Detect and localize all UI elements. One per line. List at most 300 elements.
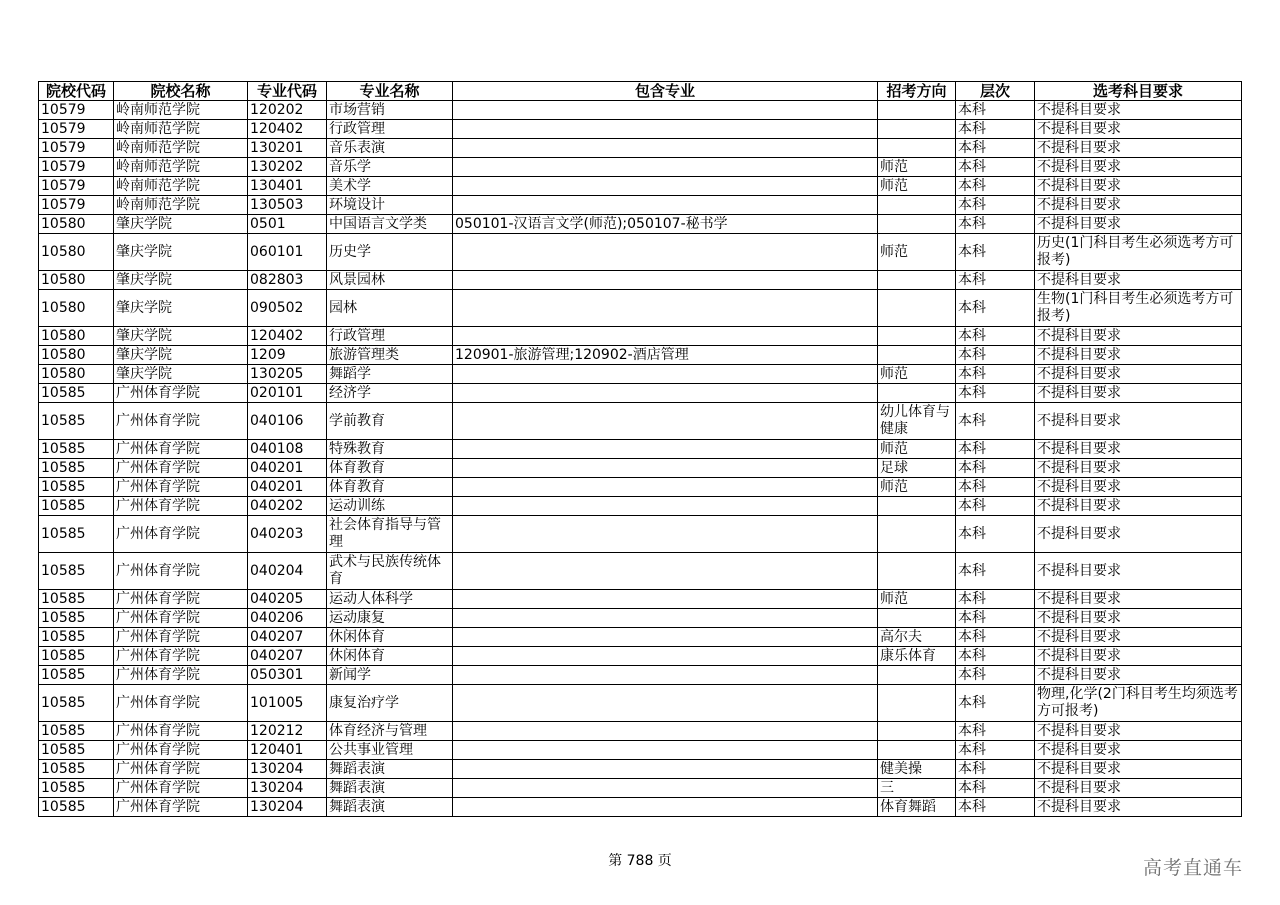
cell-major-code: 130204 xyxy=(248,798,327,817)
table-row xyxy=(39,647,1242,666)
cell-subject-requirement: 不提科目要求 xyxy=(1035,609,1242,628)
cell-school-name: 肇庆学院 xyxy=(114,346,248,365)
cell-school-name: 肇庆学院 xyxy=(114,290,248,327)
table-row xyxy=(39,478,1242,497)
cell-level: 本科 xyxy=(956,478,1035,497)
table-row xyxy=(39,365,1242,384)
cell-school-name: 广州体育学院 xyxy=(114,403,248,440)
cell-direction xyxy=(878,553,956,590)
table-row xyxy=(39,666,1242,685)
cell-direction xyxy=(878,196,956,215)
cell-level: 本科 xyxy=(956,440,1035,459)
cell-direction xyxy=(878,497,956,516)
table-row xyxy=(39,741,1242,760)
cell-direction xyxy=(878,120,956,139)
cell-level: 本科 xyxy=(956,346,1035,365)
cell-major-name: 环境设计 xyxy=(327,196,453,215)
table-header-row xyxy=(39,82,1242,101)
cell-school-name: 岭南师范学院 xyxy=(114,177,248,196)
cell-major-code: 040108 xyxy=(248,440,327,459)
cell-major-code: 020101 xyxy=(248,384,327,403)
cell-major-name: 旅游管理类 xyxy=(327,346,453,365)
cell-included-majors xyxy=(453,271,878,290)
cell-major-code: 120401 xyxy=(248,741,327,760)
cell-subject-requirement: 不提科目要求 xyxy=(1035,177,1242,196)
cell-included-majors xyxy=(453,234,878,271)
cell-level: 本科 xyxy=(956,196,1035,215)
cell-direction: 幼儿体育与健康 xyxy=(878,403,956,440)
cell-subject-requirement: 不提科目要求 xyxy=(1035,101,1242,120)
cell-subject-requirement: 不提科目要求 xyxy=(1035,440,1242,459)
cell-included-majors xyxy=(453,609,878,628)
cell-subject-requirement: 不提科目要求 xyxy=(1035,741,1242,760)
cell-level: 本科 xyxy=(956,290,1035,327)
table-row xyxy=(39,459,1242,478)
cell-school-code: 10585 xyxy=(39,497,114,516)
cell-included-majors xyxy=(453,290,878,327)
cell-level: 本科 xyxy=(956,760,1035,779)
cell-major-name: 体育经济与管理 xyxy=(327,722,453,741)
cell-school-name: 岭南师范学院 xyxy=(114,158,248,177)
cell-major-code: 040203 xyxy=(248,516,327,553)
table-row xyxy=(39,384,1242,403)
cell-subject-requirement: 不提科目要求 xyxy=(1035,384,1242,403)
cell-school-name: 肇庆学院 xyxy=(114,215,248,234)
cell-direction: 师范 xyxy=(878,234,956,271)
cell-major-name: 特殊教育 xyxy=(327,440,453,459)
cell-level: 本科 xyxy=(956,647,1035,666)
cell-included-majors xyxy=(453,478,878,497)
cell-major-name: 市场营销 xyxy=(327,101,453,120)
cell-included-majors xyxy=(453,685,878,722)
cell-subject-requirement: 物理,化学(2门科目考生均须选考方可报考) xyxy=(1035,685,1242,722)
cell-major-code: 040207 xyxy=(248,647,327,666)
cell-school-name: 广州体育学院 xyxy=(114,440,248,459)
cell-school-name: 广州体育学院 xyxy=(114,497,248,516)
cell-major-name: 经济学 xyxy=(327,384,453,403)
cell-major-code: 090502 xyxy=(248,290,327,327)
cell-school-code: 10585 xyxy=(39,779,114,798)
cell-included-majors xyxy=(453,196,878,215)
cell-included-majors xyxy=(453,590,878,609)
cell-major-name: 学前教育 xyxy=(327,403,453,440)
header-school-name: 院校名称 xyxy=(114,82,248,101)
cell-level: 本科 xyxy=(956,139,1035,158)
cell-subject-requirement: 不提科目要求 xyxy=(1035,215,1242,234)
cell-included-majors xyxy=(453,779,878,798)
cell-school-name: 广州体育学院 xyxy=(114,628,248,647)
table-row xyxy=(39,290,1242,327)
cell-level: 本科 xyxy=(956,101,1035,120)
cell-school-name: 广州体育学院 xyxy=(114,384,248,403)
cell-school-name: 肇庆学院 xyxy=(114,234,248,271)
cell-school-code: 10585 xyxy=(39,384,114,403)
cell-school-name: 广州体育学院 xyxy=(114,666,248,685)
table-row xyxy=(39,516,1242,553)
cell-subject-requirement: 不提科目要求 xyxy=(1035,722,1242,741)
table-row xyxy=(39,628,1242,647)
table-row xyxy=(39,177,1242,196)
cell-major-name: 新闻学 xyxy=(327,666,453,685)
cell-major-code: 040201 xyxy=(248,459,327,478)
table-body xyxy=(39,101,1242,817)
cell-school-code: 10585 xyxy=(39,516,114,553)
cell-school-name: 广州体育学院 xyxy=(114,478,248,497)
cell-major-code: 040106 xyxy=(248,403,327,440)
cell-major-name: 运动康复 xyxy=(327,609,453,628)
cell-school-code: 10585 xyxy=(39,741,114,760)
cell-school-code: 10579 xyxy=(39,139,114,158)
cell-major-name: 公共事业管理 xyxy=(327,741,453,760)
cell-major-code: 040202 xyxy=(248,497,327,516)
cell-direction xyxy=(878,741,956,760)
cell-included-majors xyxy=(453,459,878,478)
cell-subject-requirement: 不提科目要求 xyxy=(1035,120,1242,139)
cell-subject-requirement: 不提科目要求 xyxy=(1035,647,1242,666)
cell-school-name: 广州体育学院 xyxy=(114,741,248,760)
cell-school-code: 10580 xyxy=(39,346,114,365)
cell-level: 本科 xyxy=(956,741,1035,760)
cell-major-code: 040205 xyxy=(248,590,327,609)
table-row xyxy=(39,779,1242,798)
cell-included-majors xyxy=(453,741,878,760)
cell-level: 本科 xyxy=(956,553,1035,590)
cell-major-name: 舞蹈表演 xyxy=(327,760,453,779)
cell-major-name: 舞蹈表演 xyxy=(327,779,453,798)
cell-major-name: 音乐表演 xyxy=(327,139,453,158)
cell-included-majors xyxy=(453,798,878,817)
cell-included-majors xyxy=(453,647,878,666)
table-row xyxy=(39,346,1242,365)
cell-major-code: 120402 xyxy=(248,120,327,139)
cell-major-code: 0501 xyxy=(248,215,327,234)
cell-school-name: 岭南师范学院 xyxy=(114,101,248,120)
cell-school-code: 10580 xyxy=(39,215,114,234)
cell-school-name: 广州体育学院 xyxy=(114,779,248,798)
cell-school-name: 广州体育学院 xyxy=(114,590,248,609)
cell-school-name: 广州体育学院 xyxy=(114,685,248,722)
cell-included-majors xyxy=(453,403,878,440)
cell-school-name: 岭南师范学院 xyxy=(114,196,248,215)
cell-direction xyxy=(878,290,956,327)
cell-level: 本科 xyxy=(956,590,1035,609)
cell-school-code: 10585 xyxy=(39,647,114,666)
cell-direction xyxy=(878,609,956,628)
cell-major-code: 050301 xyxy=(248,666,327,685)
cell-included-majors xyxy=(453,365,878,384)
table-row xyxy=(39,440,1242,459)
cell-included-majors xyxy=(453,384,878,403)
cell-major-code: 1209 xyxy=(248,346,327,365)
cell-subject-requirement: 不提科目要求 xyxy=(1035,798,1242,817)
cell-direction: 体育舞蹈 xyxy=(878,798,956,817)
cell-major-code: 040207 xyxy=(248,628,327,647)
cell-major-code: 082803 xyxy=(248,271,327,290)
cell-direction: 师范 xyxy=(878,590,956,609)
cell-included-majors: 120901-旅游管理;120902-酒店管理 xyxy=(453,346,878,365)
cell-school-code: 10579 xyxy=(39,196,114,215)
cell-subject-requirement: 不提科目要求 xyxy=(1035,139,1242,158)
cell-included-majors xyxy=(453,177,878,196)
cell-major-name: 行政管理 xyxy=(327,120,453,139)
table-row xyxy=(39,553,1242,590)
table-row xyxy=(39,798,1242,817)
header-included-majors: 包含专业 xyxy=(453,82,878,101)
cell-major-code: 040206 xyxy=(248,609,327,628)
header-major-code: 专业代码 xyxy=(248,82,327,101)
cell-major-name: 运动训练 xyxy=(327,497,453,516)
cell-level: 本科 xyxy=(956,628,1035,647)
cell-school-code: 10579 xyxy=(39,177,114,196)
cell-subject-requirement: 不提科目要求 xyxy=(1035,779,1242,798)
cell-major-code: 130401 xyxy=(248,177,327,196)
cell-level: 本科 xyxy=(956,158,1035,177)
cell-school-code: 10580 xyxy=(39,290,114,327)
cell-level: 本科 xyxy=(956,327,1035,346)
cell-direction xyxy=(878,516,956,553)
cell-level: 本科 xyxy=(956,215,1035,234)
cell-subject-requirement: 不提科目要求 xyxy=(1035,271,1242,290)
cell-school-name: 广州体育学院 xyxy=(114,516,248,553)
cell-major-name: 舞蹈表演 xyxy=(327,798,453,817)
cell-major-code: 120402 xyxy=(248,327,327,346)
cell-level: 本科 xyxy=(956,666,1035,685)
cell-level: 本科 xyxy=(956,516,1035,553)
cell-school-code: 10585 xyxy=(39,798,114,817)
cell-major-code: 040201 xyxy=(248,478,327,497)
header-direction: 招考方向 xyxy=(878,82,956,101)
header-level: 层次 xyxy=(956,82,1035,101)
cell-included-majors xyxy=(453,666,878,685)
cell-included-majors xyxy=(453,440,878,459)
cell-subject-requirement: 不提科目要求 xyxy=(1035,346,1242,365)
cell-direction xyxy=(878,666,956,685)
cell-included-majors xyxy=(453,497,878,516)
cell-major-name: 康复治疗学 xyxy=(327,685,453,722)
cell-major-name: 体育教育 xyxy=(327,459,453,478)
cell-major-code: 130204 xyxy=(248,760,327,779)
cell-subject-requirement: 不提科目要求 xyxy=(1035,196,1242,215)
cell-subject-requirement: 不提科目要求 xyxy=(1035,403,1242,440)
cell-major-name: 休闲体育 xyxy=(327,647,453,666)
cell-major-name: 园林 xyxy=(327,290,453,327)
cell-school-code: 10580 xyxy=(39,365,114,384)
cell-level: 本科 xyxy=(956,271,1035,290)
cell-included-majors xyxy=(453,139,878,158)
cell-major-name: 舞蹈学 xyxy=(327,365,453,384)
cell-school-code: 10580 xyxy=(39,234,114,271)
cell-subject-requirement: 历史(1门科目考生必须选考方可报考) xyxy=(1035,234,1242,271)
cell-major-code: 060101 xyxy=(248,234,327,271)
table-row xyxy=(39,327,1242,346)
cell-subject-requirement: 不提科目要求 xyxy=(1035,365,1242,384)
cell-major-name: 历史学 xyxy=(327,234,453,271)
table-row xyxy=(39,120,1242,139)
cell-subject-requirement: 不提科目要求 xyxy=(1035,497,1242,516)
cell-direction: 师范 xyxy=(878,365,956,384)
cell-major-name: 风景园林 xyxy=(327,271,453,290)
cell-level: 本科 xyxy=(956,798,1035,817)
table-row xyxy=(39,271,1242,290)
cell-school-code: 10585 xyxy=(39,403,114,440)
cell-level: 本科 xyxy=(956,722,1035,741)
cell-school-name: 广州体育学院 xyxy=(114,647,248,666)
cell-school-code: 10585 xyxy=(39,666,114,685)
cell-level: 本科 xyxy=(956,120,1035,139)
cell-school-name: 肇庆学院 xyxy=(114,365,248,384)
cell-school-code: 10580 xyxy=(39,327,114,346)
cell-direction: 师范 xyxy=(878,158,956,177)
cell-included-majors xyxy=(453,722,878,741)
cell-subject-requirement: 生物(1门科目考生必须选考方可报考) xyxy=(1035,290,1242,327)
cell-school-name: 广州体育学院 xyxy=(114,553,248,590)
cell-school-name: 广州体育学院 xyxy=(114,722,248,741)
table-row xyxy=(39,139,1242,158)
cell-school-name: 岭南师范学院 xyxy=(114,120,248,139)
cell-included-majors xyxy=(453,120,878,139)
cell-major-name: 体育教育 xyxy=(327,478,453,497)
watermark-text: 高考直通车 xyxy=(1143,857,1244,879)
cell-level: 本科 xyxy=(956,609,1035,628)
cell-direction xyxy=(878,215,956,234)
table-row xyxy=(39,685,1242,722)
cell-school-code: 10585 xyxy=(39,760,114,779)
cell-major-code: 040204 xyxy=(248,553,327,590)
cell-school-code: 10585 xyxy=(39,685,114,722)
cell-direction: 师范 xyxy=(878,440,956,459)
cell-major-name: 运动人体科学 xyxy=(327,590,453,609)
cell-school-name: 肇庆学院 xyxy=(114,327,248,346)
cell-major-code: 130205 xyxy=(248,365,327,384)
cell-included-majors xyxy=(453,158,878,177)
cell-direction xyxy=(878,346,956,365)
cell-school-name: 广州体育学院 xyxy=(114,798,248,817)
cell-major-code: 130204 xyxy=(248,779,327,798)
cell-included-majors xyxy=(453,101,878,120)
cell-subject-requirement: 不提科目要求 xyxy=(1035,628,1242,647)
cell-subject-requirement: 不提科目要求 xyxy=(1035,459,1242,478)
cell-included-majors xyxy=(453,327,878,346)
table-row xyxy=(39,403,1242,440)
cell-subject-requirement: 不提科目要求 xyxy=(1035,327,1242,346)
cell-school-code: 10585 xyxy=(39,478,114,497)
cell-level: 本科 xyxy=(956,497,1035,516)
cell-school-code: 10579 xyxy=(39,120,114,139)
cell-major-name: 社会体育指导与管理 xyxy=(327,516,453,553)
cell-school-name: 广州体育学院 xyxy=(114,609,248,628)
cell-direction xyxy=(878,722,956,741)
cell-school-code: 10579 xyxy=(39,158,114,177)
cell-subject-requirement: 不提科目要求 xyxy=(1035,666,1242,685)
cell-school-code: 10585 xyxy=(39,590,114,609)
cell-major-name: 休闲体育 xyxy=(327,628,453,647)
cell-direction xyxy=(878,139,956,158)
cell-subject-requirement: 不提科目要求 xyxy=(1035,158,1242,177)
cell-major-name: 武术与民族传统体育 xyxy=(327,553,453,590)
cell-school-name: 岭南师范学院 xyxy=(114,139,248,158)
page-number: 第 788 页 xyxy=(608,853,672,869)
cell-school-code: 10579 xyxy=(39,101,114,120)
admission-table xyxy=(38,81,1242,817)
cell-direction: 健美操 xyxy=(878,760,956,779)
cell-school-name: 广州体育学院 xyxy=(114,459,248,478)
cell-direction xyxy=(878,101,956,120)
cell-level: 本科 xyxy=(956,234,1035,271)
cell-direction xyxy=(878,384,956,403)
cell-subject-requirement: 不提科目要求 xyxy=(1035,760,1242,779)
cell-school-code: 10585 xyxy=(39,628,114,647)
cell-school-name: 肇庆学院 xyxy=(114,271,248,290)
cell-direction: 三 xyxy=(878,779,956,798)
cell-level: 本科 xyxy=(956,779,1035,798)
cell-major-name: 音乐学 xyxy=(327,158,453,177)
cell-subject-requirement: 不提科目要求 xyxy=(1035,478,1242,497)
table-row xyxy=(39,609,1242,628)
cell-level: 本科 xyxy=(956,685,1035,722)
header-subject-requirement: 选考科目要求 xyxy=(1035,82,1242,101)
cell-school-code: 10585 xyxy=(39,440,114,459)
cell-direction: 师范 xyxy=(878,478,956,497)
cell-major-code: 120212 xyxy=(248,722,327,741)
cell-subject-requirement: 不提科目要求 xyxy=(1035,516,1242,553)
table-row xyxy=(39,158,1242,177)
cell-included-majors xyxy=(453,628,878,647)
cell-school-code: 10585 xyxy=(39,459,114,478)
table-row xyxy=(39,722,1242,741)
cell-school-code: 10585 xyxy=(39,722,114,741)
table-row xyxy=(39,215,1242,234)
table-row xyxy=(39,590,1242,609)
header-major-name: 专业名称 xyxy=(327,82,453,101)
table-row xyxy=(39,101,1242,120)
cell-major-code: 130201 xyxy=(248,139,327,158)
cell-direction: 足球 xyxy=(878,459,956,478)
cell-level: 本科 xyxy=(956,459,1035,478)
cell-included-majors xyxy=(453,516,878,553)
cell-school-code: 10580 xyxy=(39,271,114,290)
cell-level: 本科 xyxy=(956,384,1035,403)
cell-major-code: 130202 xyxy=(248,158,327,177)
cell-school-name: 广州体育学院 xyxy=(114,760,248,779)
cell-level: 本科 xyxy=(956,365,1035,384)
cell-included-majors xyxy=(453,553,878,590)
cell-level: 本科 xyxy=(956,177,1035,196)
cell-major-code: 120202 xyxy=(248,101,327,120)
table-row xyxy=(39,196,1242,215)
cell-major-name: 美术学 xyxy=(327,177,453,196)
table-row xyxy=(39,497,1242,516)
cell-school-code: 10585 xyxy=(39,609,114,628)
cell-included-majors xyxy=(453,760,878,779)
header-school-code: 院校代码 xyxy=(39,82,114,101)
cell-school-code: 10585 xyxy=(39,553,114,590)
cell-subject-requirement: 不提科目要求 xyxy=(1035,590,1242,609)
cell-included-majors: 050101-汉语言文学(师范);050107-秘书学 xyxy=(453,215,878,234)
cell-major-name: 中国语言文学类 xyxy=(327,215,453,234)
cell-subject-requirement: 不提科目要求 xyxy=(1035,553,1242,590)
cell-major-code: 130503 xyxy=(248,196,327,215)
cell-direction: 高尔夫 xyxy=(878,628,956,647)
cell-direction: 康乐体育 xyxy=(878,647,956,666)
cell-level: 本科 xyxy=(956,403,1035,440)
cell-major-code: 101005 xyxy=(248,685,327,722)
cell-direction xyxy=(878,271,956,290)
cell-direction xyxy=(878,685,956,722)
cell-direction xyxy=(878,327,956,346)
table-row xyxy=(39,234,1242,271)
cell-direction: 师范 xyxy=(878,177,956,196)
table-row xyxy=(39,760,1242,779)
